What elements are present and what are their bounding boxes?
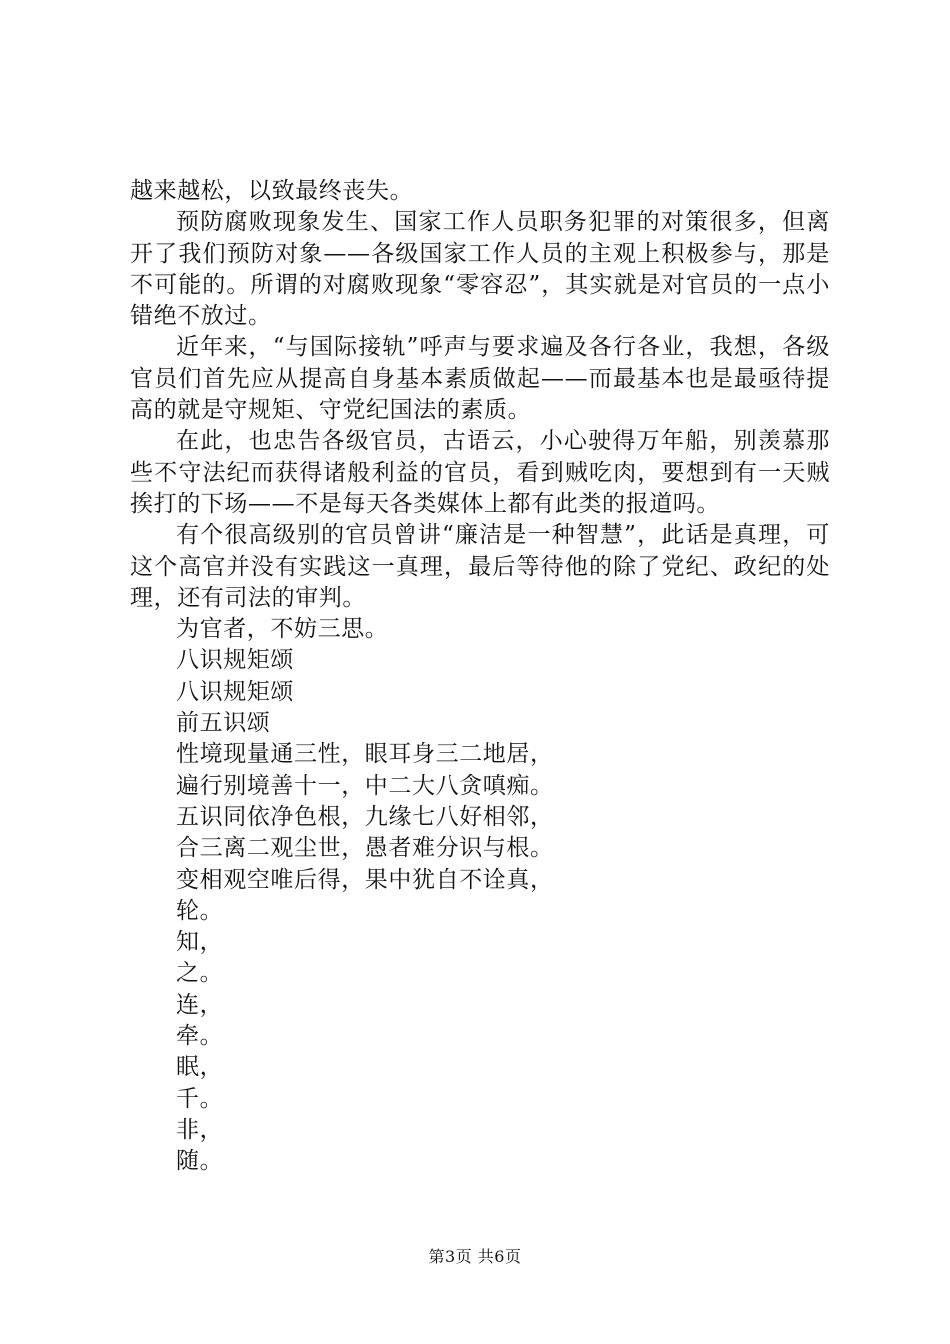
verse-line: 牵。 <box>176 1023 224 1050</box>
verse-line: 千。 <box>176 1085 224 1112</box>
section-heading: 八识规矩颂 <box>176 647 294 674</box>
text-line: 为官者，不妨三思。 <box>176 616 389 643</box>
verse-line: 轮。 <box>176 897 224 924</box>
verse-line: 非， <box>176 1116 224 1143</box>
verse-line: 知， <box>176 929 224 956</box>
verse-line: 合三离二观尘世，愚者难分识与根。 <box>176 835 554 862</box>
page-number-footer: 第3页 共6页 <box>428 1247 522 1266</box>
verse-line: 眠， <box>176 1054 224 1081</box>
section-heading: 前五识颂 <box>176 710 271 737</box>
verse-line: 连， <box>176 991 224 1018</box>
verse-line: 随。 <box>176 1148 224 1175</box>
verse-line: 变相观空唯后得，果中犹自不诠真， <box>176 866 554 893</box>
verse-line: 遍行别境善十一，中二大八贪嗔痴。 <box>176 772 554 799</box>
paragraph: 在此，也忠告各级官员，古语云，小心驶得万年船，别羡慕那些不守法纪而获得诸般利益的官员，看到贼吃肉，要想到有一天贼挨打的下场——不是每天各类媒体上都有此类的报道吗。 <box>130 428 830 517</box>
section-heading: 八识规矩颂 <box>176 678 294 705</box>
paragraph: 预防腐败现象发生、国家工作人员职务犯罪的对策很多，但离开了我们预防对象——各级国家工作人员的主观上积极参与，那是不可能的。所谓的对腐败现象“零容忍”，其实就是对官员的一点小错绝不放过。 <box>130 209 830 330</box>
paragraph: 越来越松，以致最终丧失。 <box>130 178 414 204</box>
paragraph: 有个很高级别的官员曾讲“廉洁是一种智慧”，此话是真理，可这个高官并没有实践这一真理，最后等待他的除了党纪、政纪的处理，还有司法的审判。 <box>130 522 830 611</box>
verse-line: 之。 <box>176 960 224 987</box>
verse-line: 性境现量通三性，眼耳身三二地居， <box>176 741 554 768</box>
paragraph: 近年来，“与国际接轨”呼声与要求遍及各行各业，我想，各级官员们首先应从提高自身基本素质做起——而最基本也是最亟待提高的就是守规矩、守党纪国法的素质。 <box>130 334 830 424</box>
verse-line: 五识同依净色根，九缘七八好相邻， <box>176 803 554 830</box>
body-text <box>130 176 830 1178</box>
